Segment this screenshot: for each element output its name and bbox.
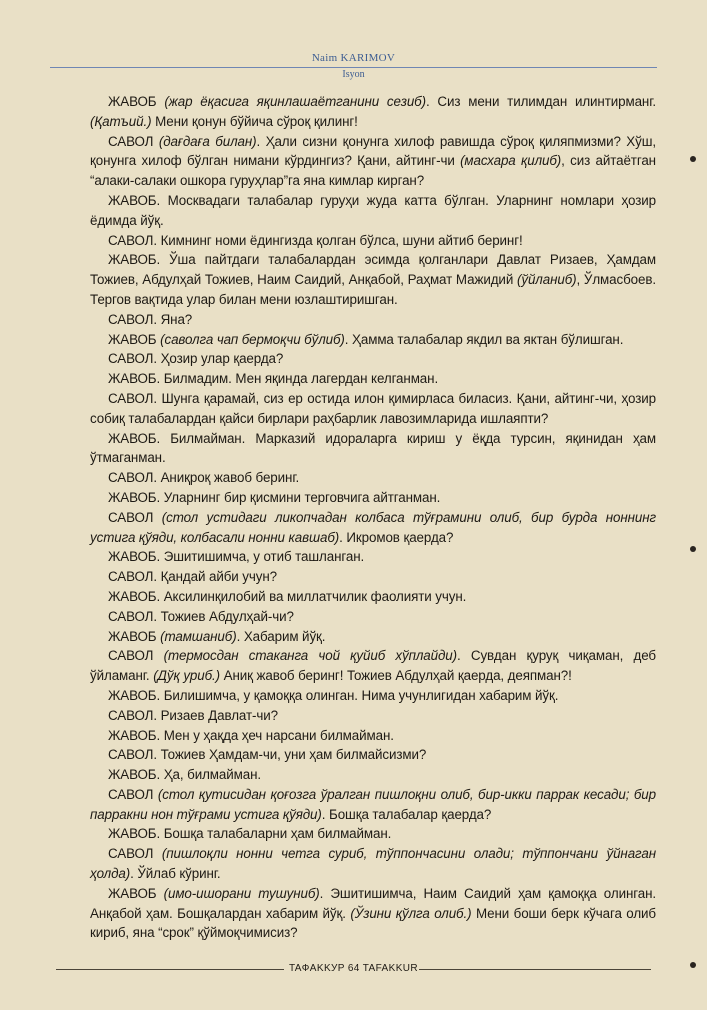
stage-direction: (ўйланиб) xyxy=(517,272,577,288)
dialogue-text: ЖАВОБ xyxy=(108,885,164,901)
running-header xyxy=(0,52,707,81)
dialogue-paragraph xyxy=(90,488,656,508)
dialogue-paragraph xyxy=(90,250,656,309)
dialogue-text: . Сувдан қуруқ чиқаман, деб ўйламанг. xyxy=(90,648,656,684)
dialogue-paragraph xyxy=(90,191,656,231)
header-rule xyxy=(50,67,657,68)
dialogue-text: ЖАВОБ xyxy=(108,331,161,347)
header-author: Naim KARIMOV xyxy=(311,52,396,64)
dialogue-text: Мени боши берк кўчага олиб кириб, яна “срок” қўймоқчимисиз? xyxy=(90,905,656,941)
dialogue-paragraph xyxy=(90,567,656,587)
dialogue-paragraph xyxy=(90,646,656,686)
dialogue-text: . Бошқа талабалар қаерда? xyxy=(321,806,492,822)
dialogue-text: ЖАВОБ. Москвадаги талабалар гуруҳи жуда катта бўлган. Уларнинг номлари ҳозир ёдимда йўқ. xyxy=(90,192,656,228)
stage-direction: (Ўзини қўлга олиб.) xyxy=(350,905,472,921)
stage-direction: (стол устидаги ликопчадан колбаса тўғрамини олиб, бир бурда ноннинг устига қўяди, колбасали нонни кавшаб) xyxy=(90,509,656,545)
dialogue-paragraph xyxy=(90,132,656,191)
dialogue-text: ЖАВОБ. Билишимча, у қамоққа олинган. Нима учунлигидан хабарим йўқ. xyxy=(108,687,559,703)
dialogue-paragraph xyxy=(90,547,656,567)
dialogue-text: САВОЛ xyxy=(108,509,162,525)
binder-hole-mark xyxy=(690,962,696,968)
dialogue-text: ЖАВОБ. Мен у ҳақда ҳеч нарсани билмайман. xyxy=(108,727,394,743)
dialogue-text: САВОЛ. Қандай айби учун? xyxy=(108,569,277,585)
dialogue-text: ЖАВОБ. Ҳа, билмайман. xyxy=(108,767,262,783)
dialogue-paragraph xyxy=(90,627,656,647)
dialogue-paragraph xyxy=(90,369,656,389)
dialogue-text: ЖАВОБ xyxy=(108,628,161,644)
dialogue-text: САВОЛ. Кимнинг номи ёдингизда қолган бўлса, шуни айтиб беринг! xyxy=(108,232,523,248)
dialogue-paragraph xyxy=(90,92,656,132)
dialogue-text: САВОЛ. Яна? xyxy=(108,311,193,327)
dialogue-paragraph xyxy=(90,824,656,844)
dialogue-text: САВОЛ. Аниқроқ жавоб беринг. xyxy=(108,470,300,486)
binder-hole-mark xyxy=(690,546,696,552)
dialogue-text: САВОЛ. Тожиев Абдулҳай-чи? xyxy=(108,608,294,624)
dialogue-paragraph xyxy=(90,429,656,469)
dialogue-text: САВОЛ xyxy=(108,133,159,149)
dialogue-paragraph xyxy=(90,310,656,330)
dialogue-paragraph xyxy=(90,706,656,726)
stage-direction: (стол қутисидан қоғозга ўралган пишлоқни олиб, бир-икки паррак кесади; бир парракни нон тўғрами устига қўяди) xyxy=(90,786,657,822)
dialogue-paragraph xyxy=(90,468,656,488)
stage-direction: (пишлоқли нонни четга суриб, тўппончасини олади; тўппончани ўйнаган ҳолда) xyxy=(90,846,657,882)
dialogue-paragraph xyxy=(90,389,656,429)
dialogue-text: . Ҳали сизни қонунга хилоф равишда сўроқ қиляпмизми? Хўш, қонунга хилоф бўлган нимани кўрдингиз? Қани, айтинг-чи xyxy=(90,133,656,169)
dialogue-text: САВОЛ xyxy=(108,648,164,664)
stage-direction: (саволга чап бермоқчи бўлиб) xyxy=(160,331,345,347)
body-text xyxy=(90,92,656,943)
stage-direction: (Қатъий.) xyxy=(90,113,152,129)
dialogue-paragraph xyxy=(90,587,656,607)
dialogue-text: САВОЛ xyxy=(108,786,158,802)
dialogue-paragraph xyxy=(90,607,656,627)
footer-rule-right xyxy=(419,969,651,970)
dialogue-text: . Эшитишимча, Наим Саидий ҳам қамоққа олинган. Анқабой ҳам. Бошқалардан хабарим йўқ. xyxy=(90,885,657,921)
dialogue-paragraph xyxy=(90,884,656,943)
header-title: Isyon xyxy=(342,69,365,80)
dialogue-text: ЖАВОБ. Билмадим. Мен яқинда лагердан келганман. xyxy=(108,371,439,387)
dialogue-paragraph xyxy=(90,686,656,706)
dialogue-paragraph xyxy=(90,844,656,884)
dialogue-text: , сиз айтаётган “алаки-салаки ошкора гуруҳлар”га яна кимлар кирган? xyxy=(90,153,656,189)
stage-direction: (тамшаниб) xyxy=(160,628,237,644)
dialogue-paragraph xyxy=(90,726,656,746)
dialogue-text: САВОЛ. Ҳозир улар қаерда? xyxy=(108,351,284,367)
dialogue-text: ЖАВОБ. Ўша пайтдаги талабалардан эсимда қолганлари Давлат Ризаев, Ҳамдам Тожиев, Абдулҳай Тожиев, Наим Саидий, Анқабой, Раҳмат Мажидий xyxy=(90,252,656,288)
stage-direction: (дағдаға билан) xyxy=(158,133,257,149)
dialogue-paragraph xyxy=(90,349,656,369)
dialogue-paragraph xyxy=(90,765,656,785)
stage-direction: (жар ёқасига яқинлашаётганини сезиб) xyxy=(164,94,426,109)
dialogue-paragraph xyxy=(90,330,656,350)
dialogue-text: . Икромов қаерда? xyxy=(339,529,454,545)
dialogue-text: ЖАВОБ. Аксилинқилобий ва миллатчилик фаолияти учун. xyxy=(108,588,467,604)
dialogue-text: ЖАВОБ. Бошқа талабаларни ҳам билмайман. xyxy=(108,826,392,842)
binder-hole-mark xyxy=(690,156,696,162)
footer-text: TAФAKKУP 64 TAFAKKUR xyxy=(288,963,419,974)
dialogue-text: . Ўйлаб кўринг. xyxy=(130,866,221,882)
dialogue-text: . Сиз мени тилимдан илинтирманг. xyxy=(425,94,656,109)
dialogue-text: ЖАВОБ xyxy=(108,94,165,109)
dialogue-text: САВОЛ. Ризаев Давлат-чи? xyxy=(108,707,278,723)
stage-direction: (термосдан стаканга чой қуйиб хўплайди) xyxy=(163,648,457,664)
stage-direction: (масхара қилиб) xyxy=(460,153,562,169)
dialogue-text: Аниқ жавоб беринг! Тожиев Абдулҳай қаерда, деяпман?! xyxy=(220,668,572,684)
dialogue-paragraph xyxy=(90,745,656,765)
dialogue-paragraph xyxy=(90,231,656,251)
dialogue-text: САВОЛ xyxy=(108,846,162,862)
dialogue-text: ЖАВОБ. Уларнинг бир қисмини терговчига айтганман. xyxy=(108,489,441,505)
page-footer xyxy=(56,962,651,976)
dialogue-text: ЖАВОБ. Билмайман. Марказий идораларга кириш у ёқда турсин, яқинидан ҳам ўтмаганман. xyxy=(90,430,656,466)
dialogue-text: . Ҳамма талабалар якдил ва яктан бўлишган. xyxy=(344,331,624,347)
dialogue-text: ЖАВОБ. Эшитишимча, у отиб ташланган. xyxy=(108,549,365,565)
dialogue-text: САВОЛ. Тожиев Ҳамдам-чи, уни ҳам билмайсизми? xyxy=(108,747,427,763)
stage-direction: (имо-ишорани тушуниб) xyxy=(163,885,320,901)
dialogue-text: Мени қонун бўйича сўроқ қилинг! xyxy=(151,113,358,129)
dialogue-text: , Ўлмасбоев. Тергов вақтида улар билан мени юзлаштиришган. xyxy=(90,272,656,307)
dialogue-text: САВОЛ. Шунга қарамай, сиз ер остида илон қимирласа биласиз. Қани, айтинг-чи, ҳозир собиқ талабалардан қайси бирлари раҳбарлик лавозимларида ишлаяпти? xyxy=(90,390,656,426)
dialogue-text: . Хабарим йўқ. xyxy=(236,628,326,644)
dialogue-paragraph xyxy=(90,508,656,548)
dialogue-paragraph xyxy=(90,785,656,825)
stage-direction: (Дўқ уриб.) xyxy=(153,668,221,684)
